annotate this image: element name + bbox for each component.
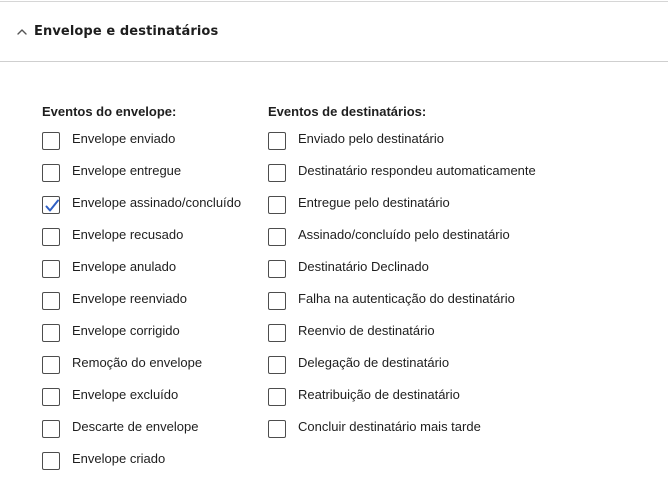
envelope-event-label: Envelope corrigido [72,323,180,338]
envelope-event-item[interactable] [42,260,241,292]
recipient-event-item[interactable] [268,388,536,420]
envelope-event-item[interactable] [42,356,241,388]
recipient-event-label: Reenvio de destinatário [298,323,435,338]
recipient-event-item[interactable] [268,260,536,292]
recipient-event-checkbox[interactable] [268,164,286,182]
envelope-events-column [42,103,241,473]
envelope-events-heading: Eventos do envelope: [42,104,177,119]
recipient-event-item[interactable] [268,420,536,452]
envelope-event-checkbox[interactable] [42,420,60,438]
recipient-event-item[interactable] [268,132,536,164]
recipient-event-checkbox[interactable] [268,324,286,342]
recipient-event-checkbox[interactable] [268,420,286,438]
recipient-events-heading: Eventos de destinatários: [268,104,427,119]
envelope-event-item[interactable] [42,452,241,484]
recipient-event-checkbox[interactable] [268,292,286,310]
header-divider [0,61,668,62]
checkmark-icon [44,198,60,214]
recipient-event-label: Falha na autenticação do destinatário [298,291,515,306]
recipient-event-checkbox[interactable] [268,356,286,374]
chevron-up-icon[interactable] [16,27,28,37]
recipient-event-label: Concluir destinatário mais tarde [298,419,481,434]
recipient-event-item[interactable] [268,292,536,324]
recipient-event-label: Destinatário Declinado [298,259,429,274]
envelope-event-label: Envelope entregue [72,163,182,178]
envelope-event-label: Envelope recusado [72,227,184,242]
envelope-event-label: Envelope anulado [72,259,177,274]
recipient-event-label: Reatribuição de destinatário [298,387,460,402]
recipient-event-checkbox[interactable] [268,260,286,278]
envelope-event-item[interactable] [42,164,241,196]
recipient-events-column [268,103,536,441]
recipient-event-label: Entregue pelo destinatário [298,195,450,210]
recipient-event-label: Destinatário respondeu automaticamente [298,163,536,178]
envelope-event-checkbox[interactable] [42,388,60,406]
envelope-event-item[interactable] [42,420,241,452]
recipient-event-label: Enviado pelo destinatário [298,131,444,146]
envelope-event-label: Envelope reenviado [72,291,187,306]
recipient-event-item[interactable] [268,228,536,260]
recipient-event-checkbox[interactable] [268,388,286,406]
recipient-event-item[interactable] [268,164,536,196]
envelope-event-label: Envelope excluído [72,387,179,402]
recipient-event-item[interactable] [268,324,536,356]
envelope-event-checkbox[interactable] [42,260,60,278]
envelope-event-item[interactable] [42,324,241,356]
envelope-event-label: Envelope assinado/concluído [72,195,242,210]
recipient-event-item[interactable] [268,196,536,228]
envelope-event-checkbox[interactable] [42,452,60,470]
envelope-event-checkbox[interactable] [42,292,60,310]
section-title: Envelope e destinatários [34,24,219,39]
recipient-event-label: Assinado/concluído pelo destinatário [298,227,510,242]
envelope-event-label: Envelope enviado [72,131,176,146]
envelope-event-label: Descarte de envelope [72,419,199,434]
envelope-event-checkbox[interactable] [42,132,60,150]
envelope-event-checkbox[interactable] [42,324,60,342]
recipient-event-checkbox[interactable] [268,228,286,246]
envelope-event-item[interactable] [42,292,241,324]
envelope-event-label: Remoção do envelope [72,355,203,370]
envelope-event-item[interactable] [42,388,241,420]
envelope-event-checkbox[interactable] [42,228,60,246]
envelope-events-list [42,132,241,484]
envelope-event-checkbox[interactable] [42,356,60,374]
envelope-event-checkbox[interactable] [42,196,60,214]
envelope-event-item[interactable] [42,132,241,164]
section-toggle[interactable] [0,2,668,61]
envelope-event-checkbox[interactable] [42,164,60,182]
envelope-event-item[interactable] [42,196,241,228]
recipient-events-list [268,132,536,452]
recipient-event-label: Delegação de destinatário [298,355,450,370]
recipient-event-item[interactable] [268,356,536,388]
envelope-event-item[interactable] [42,228,241,260]
recipient-event-checkbox[interactable] [268,132,286,150]
envelope-event-label: Envelope criado [72,451,166,466]
recipient-event-checkbox[interactable] [268,196,286,214]
